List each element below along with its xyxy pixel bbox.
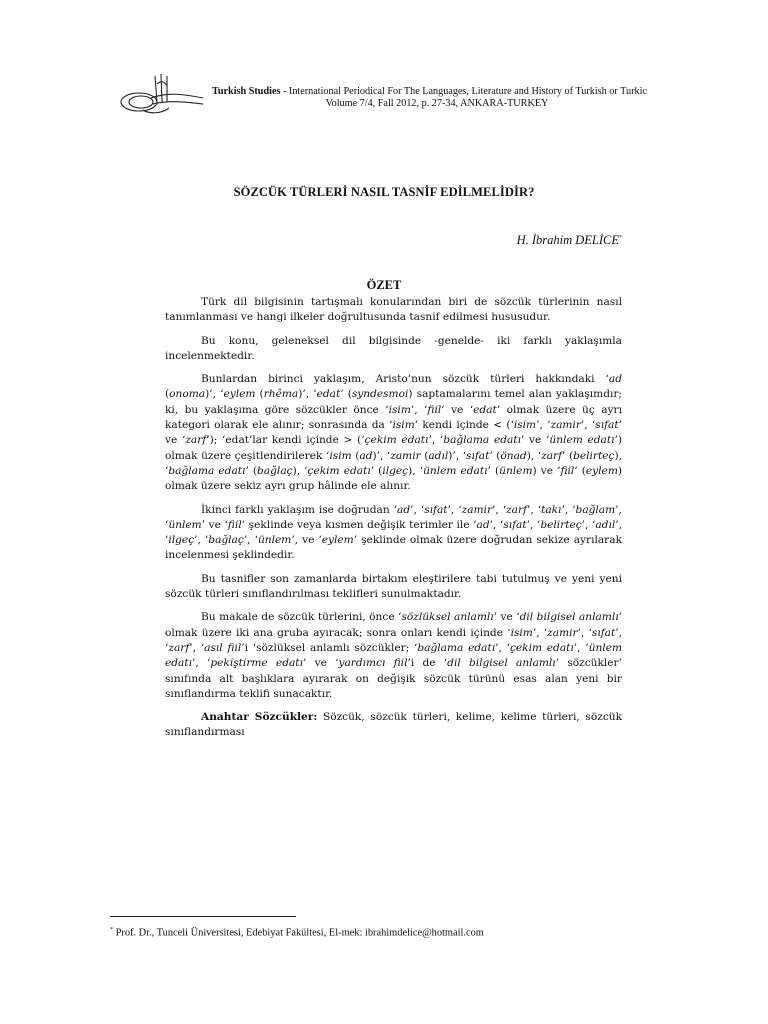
italic-term: sıfat — [424, 503, 448, 516]
italic-term: isim — [392, 419, 415, 432]
text-run: ’, ‘ — [489, 518, 504, 531]
italic-term: ünlem edatı — [549, 434, 615, 447]
volume-line: Volume 7/4, Fall 2012, p. 27-34, ANKARA-TURKEY — [325, 98, 549, 110]
text-run: ’, ‘ — [447, 503, 462, 516]
italic-term: asıl fiil — [204, 641, 242, 654]
text-run: ’, ‘ — [577, 626, 592, 639]
text-run: ’ ( — [340, 388, 352, 401]
italic-term: belirteç — [540, 518, 582, 531]
text-run: ’, ‘ — [165, 626, 622, 654]
italic-term: zamir — [547, 626, 578, 639]
text-run: ’ ve ‘ — [165, 419, 622, 447]
journal-subtitle: - International Periodical For The Languages, Literature and History of Turkish or Turkic — [280, 86, 647, 97]
italic-term: ad — [476, 518, 490, 531]
italic-term: eylem — [223, 388, 256, 401]
italic-term: pekiştirme edatı — [210, 657, 303, 670]
text-run: ’, ‘ — [573, 641, 589, 654]
text-run: ) ve ‘ — [532, 464, 561, 477]
italic-term: bağlaç — [208, 534, 244, 547]
text-run: ’ ( — [574, 464, 586, 477]
text-run: ’, ‘ — [243, 534, 258, 547]
text-run: İkinci farklı yaklaşım ise doğrudan ‘ — [201, 503, 398, 516]
text-run: ’ ( — [370, 464, 383, 477]
abstract-paragraph — [165, 334, 622, 365]
text-run: ) saptamalarını temel alan yaklaşımdır; ki, bu yaklaşıma göre sözcükler önce ‘ — [165, 388, 622, 416]
text-run: ’, ‘ — [492, 503, 507, 516]
keywords-text: Sözcük, sözcük türleri, kelime, kelime türleri, sözcük sınıflandırması — [165, 711, 622, 739]
italic-term: zarf — [541, 449, 563, 462]
italic-term: syndesmoi — [351, 388, 409, 401]
italic-term: isim — [329, 449, 352, 462]
text-run: ( — [255, 388, 264, 401]
italic-term: ad — [359, 449, 373, 462]
italic-term: eylem — [321, 534, 354, 547]
text-run: ’, ‘ — [526, 503, 542, 516]
text-run: ’ ve ‘ — [441, 403, 474, 416]
italic-term: sıfat — [466, 449, 490, 462]
italic-term: ünlem — [499, 464, 533, 477]
italic-term: ilgeç — [168, 534, 195, 547]
text-run: Bunlardan birinci yaklaşım, Aristo’nun sözcük türleri hakkındaki ‘ — [201, 373, 609, 386]
text-run: ’, ‘ — [189, 641, 205, 654]
text-run: ) olmak üzere sekiz ayrı grup hâlinde ele alınır. — [165, 464, 623, 493]
abstract-paragraph — [165, 610, 622, 702]
italic-term: belirteç — [573, 449, 615, 462]
text-run: )’, ‘ — [448, 449, 467, 462]
italic-term: ünlem — [257, 534, 292, 547]
footnote-mark: * — [110, 927, 113, 933]
italic-term: fiil — [427, 403, 442, 416]
author-name — [517, 233, 622, 248]
text-run: ( — [165, 388, 170, 401]
text-run: Bu makale de sözcük türlerini, önce ‘ — [201, 611, 402, 624]
text-run: )’, ‘ — [298, 388, 317, 401]
italic-term: dil bilgisel anlamlı — [519, 611, 619, 624]
italic-term: çekim edatı — [509, 641, 574, 654]
keywords-label: Anahtar Sözcükler: — [201, 711, 318, 724]
italic-term: çekim edatı — [364, 434, 429, 447]
italic-term: çekim edatı — [307, 464, 371, 477]
italic-term: isim — [513, 419, 537, 432]
italic-term: zamir — [461, 503, 493, 516]
text-run: ’, ‘ — [495, 641, 510, 654]
italic-term: zamir — [550, 419, 581, 432]
italic-term: onoma — [169, 388, 206, 401]
italic-term: isim — [510, 626, 533, 639]
text-run: ), ‘ — [408, 464, 424, 477]
italic-term: zamir — [390, 449, 421, 462]
italic-term: ad — [397, 503, 411, 516]
text-run: ’ olmak üzere iki ana gruba ayıracak; sonra onları kendi içinde ‘ — [165, 611, 623, 639]
text-run: ’, ‘ — [192, 657, 211, 670]
italic-term: zarf — [185, 434, 207, 447]
italic-term: isim — [388, 403, 411, 416]
italic-term: bağlama edatı — [443, 434, 521, 447]
italic-term: ünlem edatı — [165, 641, 623, 670]
text-run: Türk dil bilgisinin tartışmalı konularından biri de sözcük türlerinin nasıl tanımlanması ve hangi ilkeler doğrultusunda tasnif edilmesi hususudur. — [165, 296, 622, 324]
text-run: ), ‘ — [165, 449, 622, 477]
text-run: )’, ‘ — [205, 388, 224, 401]
italic-term: edat — [316, 388, 341, 401]
text-run: ’, ‘ — [410, 403, 428, 416]
abstract-paragraph — [165, 572, 622, 603]
text-run: ’, ‘ — [580, 419, 596, 432]
italic-term: dil bilgisel anlamlı — [447, 657, 556, 670]
text-run: ’); ‘edat’lar kendi içinde > (‘ — [206, 434, 365, 447]
text-run: ( — [420, 449, 429, 462]
text-run: ’ ( — [487, 464, 500, 477]
italic-term: eylem — [585, 464, 618, 477]
text-run: ’, ‘ — [536, 419, 551, 432]
text-run: ’) olmak üzere çeşitlendirilerek ‘ — [165, 434, 622, 462]
italic-term: yardımcı fiil — [338, 657, 408, 670]
text-run: ’ olmak üzere üç ayrı kategori olarak ele alınır; sonrasında da ‘ — [165, 403, 622, 432]
italic-term: önad — [500, 449, 527, 462]
text-run: ’, ‘ — [428, 434, 444, 447]
text-run: ’ ve ‘ — [302, 657, 339, 670]
italic-term: ilgeç — [382, 464, 409, 477]
italic-term: bağlam — [575, 503, 616, 516]
italic-term: edat — [473, 403, 497, 416]
text-run: ), ‘ — [526, 449, 542, 462]
italic-term: sıfat — [591, 626, 616, 639]
italic-term: sıfat — [595, 419, 619, 432]
text-run: Bu tasnifler son zamanlarda birtakım eleştirilere tabi tutulmuş ve yeni yeni sözcük türleri sınıflandırılması teklifleri sunulmaktadır. — [165, 572, 622, 601]
footnote-rule — [110, 916, 296, 917]
text-run: Bu konu, geleneksel dil bilgisinde -genelde- iki farklı yaklaşımla incelenmektedir. — [165, 334, 622, 362]
italic-term: fiil — [560, 464, 575, 477]
italic-term: bağlaç — [257, 464, 293, 477]
italic-term: ad — [608, 373, 622, 386]
text-run: )’, ‘ — [372, 449, 391, 462]
text-run: ’, ‘ — [194, 534, 209, 547]
abstract-paragraph — [165, 503, 622, 564]
abstract-paragraph — [165, 295, 622, 326]
tugra-logo — [117, 72, 205, 116]
italic-term: zarf — [168, 641, 190, 654]
text-run: ’ ( — [489, 449, 501, 462]
text-run: ’, ‘ — [526, 518, 541, 531]
text-run: ’ ve ‘ — [520, 434, 550, 447]
abstract-paragraph — [165, 372, 622, 494]
italic-term: sözlüksel anlamlı — [401, 611, 494, 624]
abstract-heading: ÖZET — [366, 278, 402, 292]
footnote-text: Prof. Dr., Tunceli Üniversitesi, Edebiyat Fakültesi, El-mek: ibrahimdelice@hotmail.com — [113, 927, 484, 939]
italic-term: ünlem — [168, 518, 202, 531]
author-name-text: H. İbrahim DELİCE — [516, 233, 619, 247]
italic-term: ünlem edatı — [423, 464, 488, 477]
footnote — [110, 924, 670, 939]
italic-term: rhêma — [263, 388, 299, 401]
italic-term: takı — [541, 503, 562, 516]
italic-term: bağlama edatı — [417, 641, 496, 654]
text-run: ’, ‘ — [165, 503, 622, 531]
text-run: ’, ve ‘ — [291, 534, 322, 547]
italic-term: zarf — [506, 503, 527, 516]
text-run: ’i de ‘ — [407, 657, 448, 670]
text-run: ( — [351, 449, 360, 462]
author-footnote-mark: * — [619, 234, 622, 241]
text-run: ’ şeklinde olmak üzere doğrudan sekize ayrılarak incelenmesi şeklindedir. — [165, 534, 622, 562]
text-run: ’ ( — [562, 449, 574, 462]
italic-term: adıl — [595, 518, 616, 531]
text-run: ’, ‘ — [532, 626, 548, 639]
text-run: ), ‘ — [292, 464, 308, 477]
text-run: ’i ‘sözlüksel anlamlı sözcükler; ‘ — [241, 641, 418, 654]
journal-header — [212, 86, 682, 110]
text-run: ’ ve ‘ — [493, 611, 520, 624]
italic-term: fiil — [227, 518, 242, 531]
text-run: ’ ( — [245, 464, 258, 477]
text-run: ’, ‘ — [581, 518, 596, 531]
text-run: ’, ‘ — [410, 503, 425, 516]
text-run: ’, ‘ — [561, 503, 576, 516]
text-run: ’, ‘ — [165, 518, 622, 547]
text-run: ’ kendi içinde < (‘ — [414, 419, 514, 432]
italic-term: adıl — [428, 449, 449, 462]
text-run: ’ ve ‘ — [201, 518, 228, 531]
italic-term: bağlama edatı — [168, 464, 246, 477]
keywords-paragraph — [165, 710, 622, 741]
journal-name: Turkish Studies — [212, 86, 281, 97]
text-run: ’ şeklinde veya kısmen değişik terimler ile ‘ — [241, 518, 477, 531]
paper-title: SÖZCÜK TÜRLERİ NASIL TASNİF EDİLMELİDİR? — [233, 185, 535, 199]
italic-term: sıfat — [503, 518, 527, 531]
text-run: ’ sözcükler’ sınıfında alt başlıklara ayırarak on değişik sözcük türünü esas alan yeni bir sınıflandırma teklifi sunacaktır. — [165, 657, 622, 700]
abstract-body — [165, 295, 622, 749]
